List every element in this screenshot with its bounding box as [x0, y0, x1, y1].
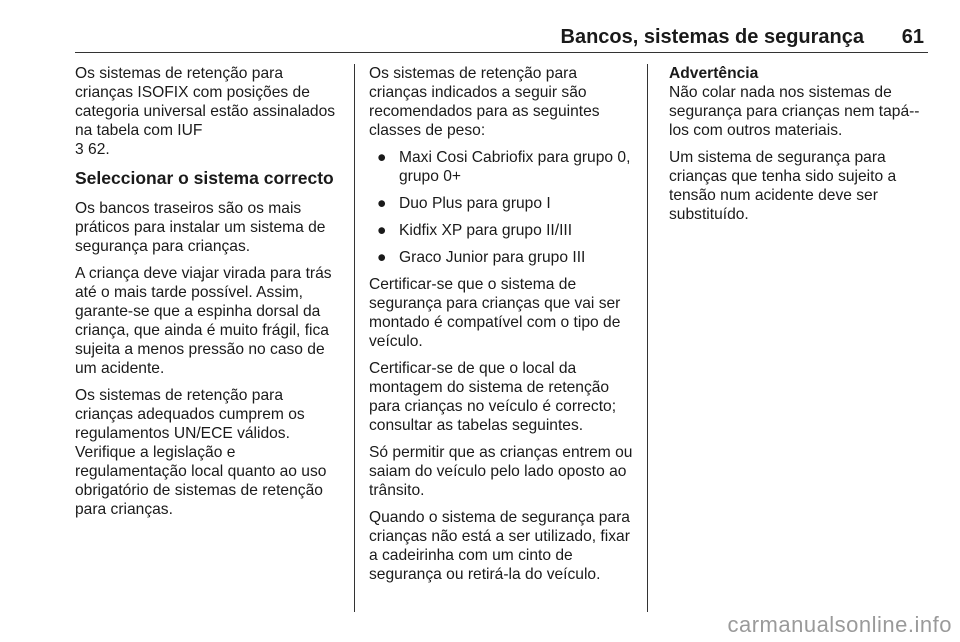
bullet-icon: ●: [377, 149, 387, 166]
regulations-paragraph: Os sistemas de retenção para crianças adequados cumprem os regulamentos UN/ECE válidos. Verifique a legislação e regulamentação local quanto ao uso obrigatório de sistemas de retenção para crianças.: [75, 387, 327, 518]
list-item: [369, 221, 637, 240]
page-reference[interactable]: [75, 140, 340, 159]
warning-paragraph: Não colar nada nos sistemas de segurança para crianças nem tapá--los com outros materiais.: [669, 84, 920, 139]
reference-page: 62.: [88, 141, 110, 158]
text-column-2: [369, 64, 637, 592]
isofix-paragraph: [75, 64, 340, 159]
list-item-text: Kidfix XP para grupo II/III: [399, 222, 573, 239]
list-item-text: Maxi Cosi Cabriofix para grupo 0, grupo 0+: [399, 149, 631, 185]
compatibility-paragraph: Certificar-se que o sistema de segurança para crianças que vai ser montado é compatível com o tipo de veículo.: [369, 276, 621, 350]
rear-seats-paragraph: Os bancos traseiros são os mais práticos para instalar um sistema de segurança para crianças.: [75, 200, 326, 255]
unused-seat-paragraph: Quando o sistema de segurança para crianças não está a ser utilizado, fixar a cadeirinha com um cinto de segurança ou retirá-la do veículo.: [369, 509, 630, 583]
list-item: [369, 248, 637, 267]
list-item: [369, 194, 637, 213]
reference-arrow-icon: 3: [75, 141, 84, 158]
rear-facing-paragraph: A criança deve viajar virada para trás até o mais tarde possível. Assim, garante-se que a espinha dorsal da criança, que ainda é muito frágil, fica sujeita a menos pressão no caso de um acidente.: [75, 265, 332, 377]
bullet-icon: ●: [377, 195, 387, 212]
recommended-list: [369, 148, 637, 267]
replace-after-accident-paragraph: Um sistema de segurança para crianças que tenha sido sujeito a tensão num acidente deve ser substituído.: [669, 149, 897, 223]
page-header: [75, 22, 928, 53]
column-divider-left: [354, 64, 355, 612]
site-watermark: carmanualsonline.info: [727, 612, 952, 637]
page-number: 61: [901, 26, 924, 48]
bullet-icon: ●: [377, 222, 387, 239]
recommended-intro: Os sistemas de retenção para crianças indicados a seguir são recomendados para as seguintes classes de peso:: [369, 65, 600, 139]
list-item-text: Duo Plus para grupo I: [399, 195, 551, 212]
bullet-icon: ●: [377, 249, 387, 266]
section-heading: Seleccionar o sistema correcto: [75, 168, 334, 188]
mounting-location-paragraph: Certificar-se de que o local da montagem do sistema de retenção para crianças no veículo é correcto; consultar as tabelas seguintes.: [369, 360, 617, 434]
text-column-3: [669, 64, 929, 232]
text-column-1: [75, 64, 340, 527]
column-divider-right: [647, 64, 648, 612]
traffic-side-paragraph: Só permitir que as crianças entrem ou saiam do veículo pelo lado oposto ao trânsito.: [369, 444, 633, 499]
list-item: [369, 148, 637, 186]
isofix-text: Os sistemas de retenção para crianças ISOFIX com posições de categoria universal estão assinalados na tabela com IUF: [75, 65, 336, 139]
list-item-text: Graco Junior para grupo III: [399, 249, 586, 266]
warning-title: Advertência: [669, 65, 759, 82]
section-title: Bancos, sistemas de segurança: [560, 26, 864, 48]
